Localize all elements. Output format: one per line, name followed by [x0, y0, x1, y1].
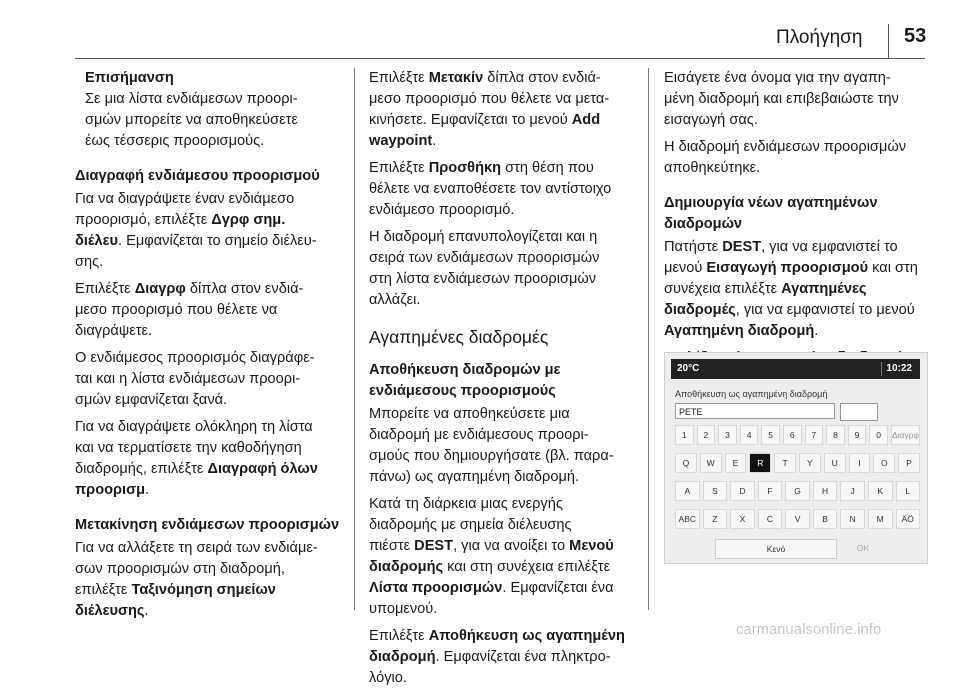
- text: Για να αλλάξετε τη σειρά των ενδιάμε- σων προορισμών στη διαδρομή, επιλέξτε: [75, 540, 318, 598]
- note-box: [75, 68, 347, 152]
- keyboard-row-zxcv: [675, 509, 920, 529]
- text: δίπλα στον ενδιά- μεσο προορισμό που θέλετε να μετα- κινήσετε. Εμφανίζεται το μενού: [369, 70, 610, 128]
- subheading-move-waypoints: Μετακίνηση ενδιάμεσων προορισμών: [75, 517, 340, 533]
- keyboard-key[interactable]: D: [730, 481, 755, 501]
- text: Για να διαγράψετε ολόκληρη τη λίστα και να τερματίσετε την καθοδήγηση διαδρομής, επιλέξτε: [75, 419, 313, 477]
- text: Για να διαγράψετε έναν ενδιάμεσο προορισμό, επιλέξτε: [75, 191, 295, 228]
- keyboard-row-numbers: [675, 425, 920, 445]
- menu-term: Εισαγωγή προορισμού: [706, 260, 869, 276]
- paragraph: [369, 494, 641, 620]
- text: , για να εμφανιστεί το μενού: [664, 239, 898, 276]
- note-title: Επισήμανση: [85, 70, 174, 86]
- paragraph: Η διαδρομή επανυπολογίζεται και η σειρά των ενδιάμεσων προορισμών στη λίστα ενδιάμεσων προορισμών αλλάζει.: [369, 229, 600, 308]
- menu-term: Αποθήκευση ως αγαπημένη διαδρομή: [369, 628, 625, 665]
- keyboard-key[interactable]: K: [868, 481, 893, 501]
- keyboard-row-qwerty: [675, 453, 920, 473]
- column-2: [369, 68, 641, 695]
- keyboard-key[interactable]: 1: [675, 425, 694, 445]
- text: Επιλέξτε: [369, 160, 429, 176]
- ok-button[interactable]: OK: [856, 543, 870, 553]
- text: . Εμφανίζεται το σημείο διέλευ- σης.: [75, 233, 317, 270]
- paragraph: [369, 68, 641, 152]
- menu-term: Αγαπημένη διαδρομή: [664, 323, 815, 339]
- keyboard-key[interactable]: Z: [703, 509, 728, 529]
- keyboard-key[interactable]: U: [824, 453, 846, 473]
- status-bar: [671, 359, 920, 379]
- keyboard-key[interactable]: C: [758, 509, 783, 529]
- keyboard-key[interactable]: 0: [869, 425, 888, 445]
- menu-term: Μενού διαδρομής: [369, 538, 614, 575]
- page-header: [0, 0, 960, 62]
- menu-term: Μετακίν: [428, 70, 484, 86]
- keyboard-key[interactable]: 5: [761, 425, 780, 445]
- text: δίπλα στον ενδιά- μεσο προορισμό που θέλετε να διαγράψετε.: [75, 281, 304, 339]
- button-term: DEST: [414, 538, 454, 554]
- menu-term: Διαγρφ: [134, 281, 186, 297]
- keyboard-key[interactable]: B: [813, 509, 838, 529]
- paragraph: [75, 417, 347, 501]
- paragraph: [369, 158, 641, 221]
- text: και στη συνέχεια επιλέξτε: [664, 260, 918, 297]
- keyboard-key[interactable]: I: [849, 453, 871, 473]
- column-divider-1: [354, 68, 355, 610]
- text: .: [814, 323, 819, 339]
- name-input[interactable]: PETE: [675, 403, 835, 419]
- clock-readout: 10:22: [886, 363, 912, 374]
- text: . Εμφανίζεται ένα υπομενού.: [369, 580, 614, 617]
- paragraph: Εισάγετε ένα όνομα για την αγαπη- μένη διαδρομή και επιβεβαιώστε την εισαγωγή σας.: [664, 70, 899, 128]
- keyboard-key[interactable]: V: [785, 509, 810, 529]
- text: . Εμφανίζεται ένα πληκτρο- λόγιο.: [369, 649, 611, 686]
- text: Επιλέξτε: [369, 628, 429, 644]
- page-number: 53: [904, 25, 927, 47]
- keyboard-key[interactable]: Διαγρφ: [891, 425, 920, 445]
- paragraph: [664, 237, 936, 342]
- watermark: carmanualsonline.info: [736, 622, 882, 638]
- keyboard-key[interactable]: 8: [826, 425, 845, 445]
- infotainment-screenshot: [664, 352, 928, 564]
- keyboard-key[interactable]: T: [774, 453, 796, 473]
- keyboard-key[interactable]: W: [700, 453, 722, 473]
- keyboard-key[interactable]: 9: [848, 425, 867, 445]
- keyboard-key[interactable]: 4: [740, 425, 759, 445]
- column-3: [664, 68, 936, 396]
- keyboard-key[interactable]: 6: [783, 425, 802, 445]
- paragraph: [75, 279, 347, 342]
- keyboard-key[interactable]: E: [725, 453, 747, 473]
- paragraph: [75, 538, 347, 622]
- text: Επιλέξτε: [75, 281, 135, 297]
- text: .: [144, 603, 149, 619]
- keyboard-key[interactable]: ABC: [675, 509, 700, 529]
- keyboard-key[interactable]: S: [703, 481, 728, 501]
- keyboard-key[interactable]: Q: [675, 453, 697, 473]
- keyboard-key[interactable]: Y: [799, 453, 821, 473]
- paragraph: Η διαδρομή ενδιάμεσων προορισμών αποθηκεύτηκε.: [664, 139, 907, 176]
- keyboard-key[interactable]: N: [840, 509, 865, 529]
- menu-term: Δγρφ σημ. διέλευ: [75, 212, 286, 249]
- menu-term: Add waypoint: [369, 112, 601, 149]
- subheading-create-favourites: Δημιουργία νέων αγαπημένων διαδρομών: [664, 195, 878, 232]
- note-text: Σε μια λίστα ενδιάμεσων προορι- σμών μπορείτε να αποθηκεύσετε έως τέσσερις προορισμούς.: [85, 91, 298, 149]
- menu-term: Λίστα προορισμών: [369, 580, 503, 596]
- menu-term: Διαγραφή όλων προορισμ: [75, 461, 318, 498]
- paragraph: Μπορείτε να αποθηκεύσετε μια διαδρομή με ενδιάμεσους προορι- σμούς που δημιουργήσατε (βλ. παρα- πάνω) ως αγαπημένη διαδρομή.: [369, 406, 614, 485]
- input-suggestion-box: [840, 403, 878, 421]
- keyboard-key[interactable]: J: [840, 481, 865, 501]
- temperature-readout: 20°C: [677, 363, 700, 374]
- text: , για να ανοίξει το: [453, 538, 570, 554]
- menu-term: Προσθήκη: [428, 160, 502, 176]
- text: στη θέση που θέλετε να εναποθέσετε τον αντίστοιχο ενδιάμεσο προορισμό.: [369, 160, 612, 218]
- column-1: [75, 68, 347, 628]
- keyboard-key[interactable]: O: [873, 453, 895, 473]
- keyboard-key[interactable]: H: [813, 481, 838, 501]
- text: , για να εμφανιστεί το μενού: [735, 302, 915, 318]
- keyboard-key[interactable]: F: [758, 481, 783, 501]
- keyboard-key[interactable]: 2: [697, 425, 716, 445]
- section-heading-favourite-routes: Αγαπημένες διαδρομές: [369, 327, 549, 347]
- keyboard-key[interactable]: L: [896, 481, 921, 501]
- keyboard-key[interactable]: X: [730, 509, 755, 529]
- keyboard-row-asdf: [675, 481, 920, 501]
- subheading-delete-waypoint: Διαγραφή ενδιάμεσου προορισμού: [75, 168, 320, 184]
- menu-term: Ταξινόμηση σημείων διέλευσης: [75, 582, 276, 619]
- text: Κατά τη διάρκεια μιας ενεργής διαδρομής με σημεία διέλευσης πιέστε: [369, 496, 572, 554]
- paragraph: [75, 189, 347, 273]
- paragraph: [369, 626, 641, 689]
- keyboard-key[interactable]: M: [868, 509, 893, 529]
- keyboard-key[interactable]: ÄÖ: [896, 509, 921, 529]
- paragraph: Ο ενδιάμεσος προορισμός διαγράφε- ται και η λίστα ενδιάμεσων προορι- σμών εμφανίζεται ξανά.: [75, 350, 315, 408]
- text: και στη συνέχεια επιλέξτε: [447, 559, 611, 575]
- keyboard-key[interactable]: R: [749, 453, 771, 473]
- keyboard-key[interactable]: A: [675, 481, 700, 501]
- keyboard-key[interactable]: 3: [718, 425, 737, 445]
- status-divider: [881, 362, 882, 376]
- keyboard-key[interactable]: 7: [805, 425, 824, 445]
- header-divider: [888, 24, 889, 58]
- keyboard-key[interactable]: P: [898, 453, 920, 473]
- space-key[interactable]: Κενό: [715, 539, 837, 559]
- section-title: Πλοήγηση: [776, 27, 863, 48]
- header-rule: [75, 58, 925, 59]
- menu-term: Αγαπημένες διαδρομές: [664, 281, 867, 318]
- column-divider-2: [648, 68, 649, 610]
- text: Επιλέξτε: [369, 70, 429, 86]
- subheading-save-routes: Αποθήκευση διαδρομών με ενδιάμεσους προορισμούς: [369, 362, 561, 399]
- keyboard-key[interactable]: G: [785, 481, 810, 501]
- button-term: DEST: [722, 239, 762, 255]
- text: .: [432, 133, 437, 149]
- dialog-title: Αποθήκευση ως αγαπημένη διαδρομή: [675, 389, 828, 399]
- text: .: [145, 482, 150, 498]
- text: Πατήστε: [664, 239, 723, 255]
